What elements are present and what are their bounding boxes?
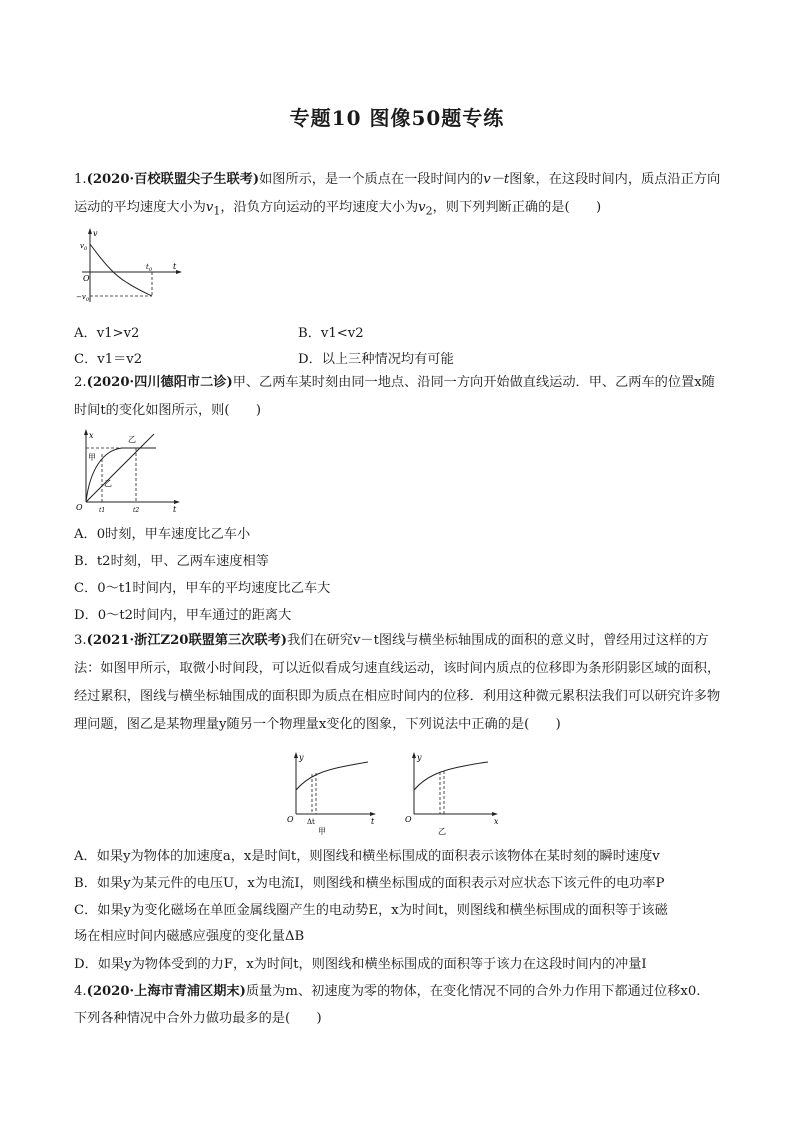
page-title: 专题10 图像50题专练 <box>289 106 505 130</box>
q1-option-a: A．v1>v2 <box>74 326 140 341</box>
t-axis-label: t <box>173 262 177 271</box>
y-axis-label: y <box>417 753 422 762</box>
q3-graph-b <box>402 752 506 836</box>
q1-option-b: B．v1<v2 <box>298 326 364 341</box>
x-axis-label: x <box>89 431 94 440</box>
delta-t-label: Δt <box>307 818 315 826</box>
origin-label: O <box>83 274 90 283</box>
yi-top-label: 乙 <box>128 435 136 444</box>
q2-option-a: A．0时刻，甲车速度比乙车小 <box>74 527 251 542</box>
question-3-text: 3.(2021·浙江Z20联盟第三次联考)我们在研究v－t图线与横坐标轴围成的面积的意义时，曾经用过这样的方法：如图甲所示，取微小时间段，可以近似看成匀速直线运动，该时间内质点的位移即为条形阴影区域的面积，经过累积，图线与横坐标轴围成的面积即为质点在相应时间内的位移．利用这种微元累积法我们可以研究许多物理问题，图乙是某物理量y随另一个物理量x变化的图象，下列说法中正确的是( ) <box>74 633 721 732</box>
q1-option-d: D．以上三种情况均有可能 <box>298 352 454 367</box>
q2-option-c: C．0～t1时间内，甲车的平均速度比乙车大 <box>74 581 331 596</box>
label-jia: 甲 <box>318 827 326 836</box>
neg-v0-label: $-v_0$ <box>76 293 90 303</box>
t-axis-label: t <box>173 505 177 514</box>
q2-option-d: D．0～t2时间内，甲车通过的距离大 <box>74 608 292 623</box>
q3-option-c-cont: 场在相应时间内磁感应强度的变化量ΔB <box>74 929 305 944</box>
origin-label: O <box>287 815 294 824</box>
q1-option-c: C．v1＝v2 <box>74 352 143 367</box>
q3-option-c: C．如果y为变化磁场在单匝金属线圈产生的电动势E，x为时间t，则图线和横坐标围成的面积等于该磁 <box>74 903 668 918</box>
yi-label: 乙 <box>104 479 112 488</box>
q1-vt-graph <box>78 226 188 306</box>
q3-graph-a <box>284 752 384 836</box>
question-1-text: 1.(2020·百校联盟尖子生联考)如图所示，是一个质点在一段时间内的v－t图象，在这段时间内，质点沿正方向运动的平均速度大小为$v_1$，沿负方向运动的平均速度大小为$v_2$，则下列判断正确的是( ) <box>74 172 721 218</box>
v0-label: $v_0$ <box>80 242 88 252</box>
q3-option-d: D．如果y为物体受到的力F，x为时间t，则图线和横坐标围成的面积等于该力在这段时间内的冲量I <box>74 957 647 972</box>
q3-option-b: B．如果y为某元件的电压U，x为电流I，则图线和横坐标围成的面积表示对应状态下该元件的电功率P <box>74 876 665 891</box>
q2-option-b: B．t2时刻，甲、乙两车速度相等 <box>74 554 269 569</box>
jia-label: 甲 <box>88 453 96 462</box>
label-yi: 乙 <box>438 827 446 836</box>
origin-label: O <box>76 503 83 512</box>
question-4-text: 4.(2020·上海市青浦区期末)质量为m、初速度为零的物体，在变化情况不同的合外力作用下都通过位移x0. <box>74 984 701 999</box>
t0-label: $t_0$ <box>146 263 153 273</box>
x-axis-label: x <box>494 817 499 826</box>
origin-label: O <box>405 815 412 824</box>
question-4-text-cont: 下列各种情况中合外力做功最多的是( ) <box>74 1011 322 1026</box>
question-2-text: 2.(2020·四川德阳市二诊)甲、乙两车某时刻由同一地点、沿同一方向开始做直线运动．甲、乙两车的位置x随时间t的变化如图所示，则( ) <box>74 375 715 418</box>
q2-xt-graph <box>74 428 186 514</box>
t1-label: t1 <box>99 507 106 514</box>
v-axis-label: v <box>93 229 98 238</box>
y-axis-label: y <box>299 753 304 762</box>
q3-option-a: A．如果y为物体的加速度a，x是时间t，则图线和横坐标围成的面积表示该物体在某时刻的瞬时速度v <box>74 849 660 864</box>
t-axis-label: t <box>371 817 375 826</box>
t2-label: t2 <box>133 507 140 514</box>
